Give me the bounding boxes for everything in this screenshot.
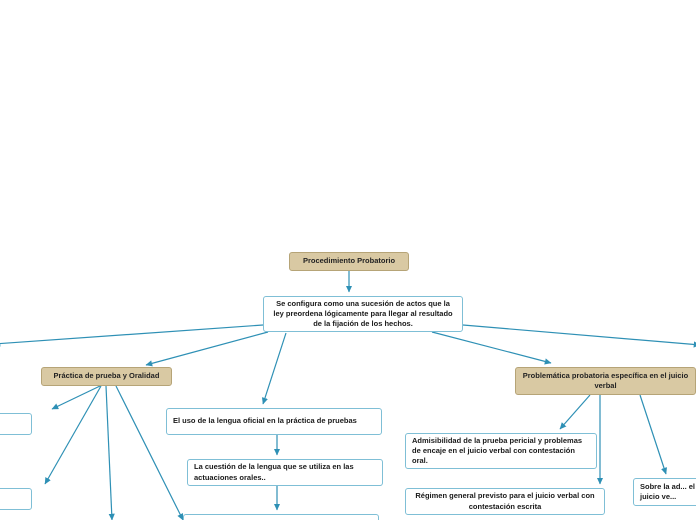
node-definition[interactable] xyxy=(263,296,463,332)
node-sobre-admision[interactable] xyxy=(633,478,696,506)
node-cuestion-lengua-label: La cuestión de la lengua que se utiliza en las actuaciones orales.. xyxy=(194,462,354,482)
node-problematica-probatoria[interactable] xyxy=(515,367,696,395)
node-admisibilidad-prueba-pericial[interactable] xyxy=(405,433,597,469)
edge-problematica-to-admisibilidad xyxy=(560,395,590,429)
edge-practica-to-down-2 xyxy=(116,386,183,520)
edge-definition-to-lengua-oficial xyxy=(263,333,286,404)
node-cuestion-lengua[interactable] xyxy=(187,459,383,486)
node-admisibilidad-label: Admisibilidad de la prueba pericial y problemas de encaje en el juicio verbal con contestación oral. xyxy=(412,435,583,466)
node-practica-label: Práctica de prueba y Oralidad xyxy=(53,371,160,381)
node-left-edge-1[interactable] xyxy=(0,413,32,435)
edge-definition-to-problematica xyxy=(432,332,551,363)
node-practica-prueba-oralidad[interactable] xyxy=(41,367,172,386)
node-definition-label: Se configura como una sucesión de actos que la ley preordena lógicamente para llegar al resultado de la fijación de los hechos. xyxy=(273,298,453,329)
edge-practica-to-down-1 xyxy=(106,386,112,520)
edge-practica-to-left-2 xyxy=(45,386,101,484)
node-left-edge-2[interactable] xyxy=(0,488,32,510)
node-problematica-label: Problemática probatoria específica en el juicio verbal xyxy=(522,370,689,390)
node-sobre-admision-label: Sobre la ad... el juicio ve... xyxy=(640,481,696,501)
edge-problematica-to-sobre-admision xyxy=(640,395,666,474)
node-lengua-oficial-label: El uso de la lengua oficial en la práctica de pruebas xyxy=(173,416,357,426)
edge-definition-to-left-far xyxy=(0,325,263,344)
node-bottom-partial[interactable] xyxy=(183,514,379,520)
node-regimen-general[interactable] xyxy=(405,488,605,515)
node-lengua-oficial[interactable] xyxy=(166,408,382,435)
node-root-label: Procedimiento Probatorio xyxy=(302,256,396,266)
node-regimen-label: Régimen general previsto para el juicio verbal con contestación escrita xyxy=(415,491,595,511)
edge-definition-to-practica xyxy=(146,332,268,365)
edge-practica-to-left-1 xyxy=(52,386,100,409)
edge-definition-to-right-far xyxy=(463,325,696,345)
node-root[interactable] xyxy=(289,252,409,271)
